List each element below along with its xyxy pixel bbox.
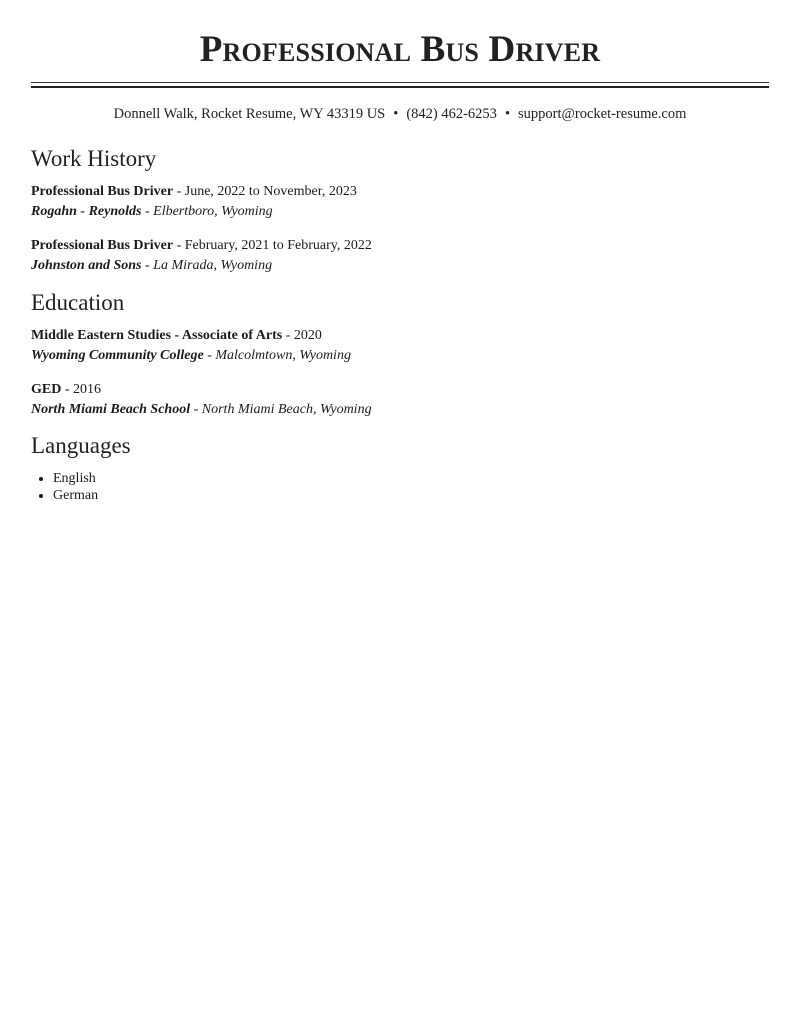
header-divider-thick — [31, 86, 769, 88]
resume-title: Professional Bus Driver — [199, 29, 601, 70]
school-name: Wyoming Community College — [31, 348, 204, 363]
education-entry: Middle Eastern Studies - Associate of Arts - 2020 Wyoming Community College - Malcolmtown, Wyoming — [31, 328, 351, 363]
graduation-year: 2016 — [73, 382, 102, 397]
graduation-year: 2020 — [293, 328, 322, 343]
language-item: • German — [53, 487, 769, 504]
job-location: Elbertboro, Wyoming — [153, 204, 273, 219]
languages-list — [31, 470, 769, 504]
contact-email: support@rocket-resume.com — [518, 106, 687, 122]
school-name: North Miami Beach School — [31, 402, 191, 417]
contact-line — [31, 104, 769, 124]
education-section — [31, 289, 769, 420]
contact-address: Donnell Walk, Rocket Resume, WY 43319 US — [113, 106, 386, 122]
job-dates: June, 2022 to November, 2023 — [184, 184, 357, 199]
section-heading-work-history: Work History — [31, 146, 157, 171]
education-entry: GED - 2016 North Miami Beach School - North Miami Beach, Wyoming — [31, 382, 372, 417]
job-title: Professional Bus Driver — [31, 184, 174, 199]
section-heading-languages: Languages — [31, 433, 131, 458]
language-item: • English — [53, 470, 769, 487]
languages-section — [31, 432, 769, 504]
contact-phone: (842) 462-6253 — [406, 106, 497, 122]
work-entry: Professional Bus Driver - February, 2021 to February, 2022 Johnston and Sons - La Mirada, Wyoming — [31, 238, 372, 273]
degree-name: Middle Eastern Studies - Associate of Arts — [31, 328, 283, 343]
job-dates: February, 2021 to February, 2022 — [184, 238, 372, 253]
job-title: Professional Bus Driver — [31, 238, 174, 253]
employer-name: Johnston and Sons — [31, 258, 142, 273]
school-location: North Miami Beach, Wyoming — [201, 402, 372, 417]
contact-separator: • — [504, 106, 511, 122]
degree-name: GED — [31, 382, 62, 397]
work-entry: Professional Bus Driver - June, 2022 to November, 2023 Rogahn - Reynolds - Elbertboro, Wyoming — [31, 184, 357, 219]
employer-name: Rogahn - Reynolds — [31, 204, 142, 219]
header-divider-thin — [31, 82, 769, 83]
work-history-section — [31, 145, 769, 276]
contact-separator: • — [393, 106, 399, 122]
section-heading-education: Education — [31, 290, 125, 315]
job-location: La Mirada, Wyoming — [153, 258, 273, 273]
school-location: Malcolmtown, Wyoming — [215, 348, 351, 363]
